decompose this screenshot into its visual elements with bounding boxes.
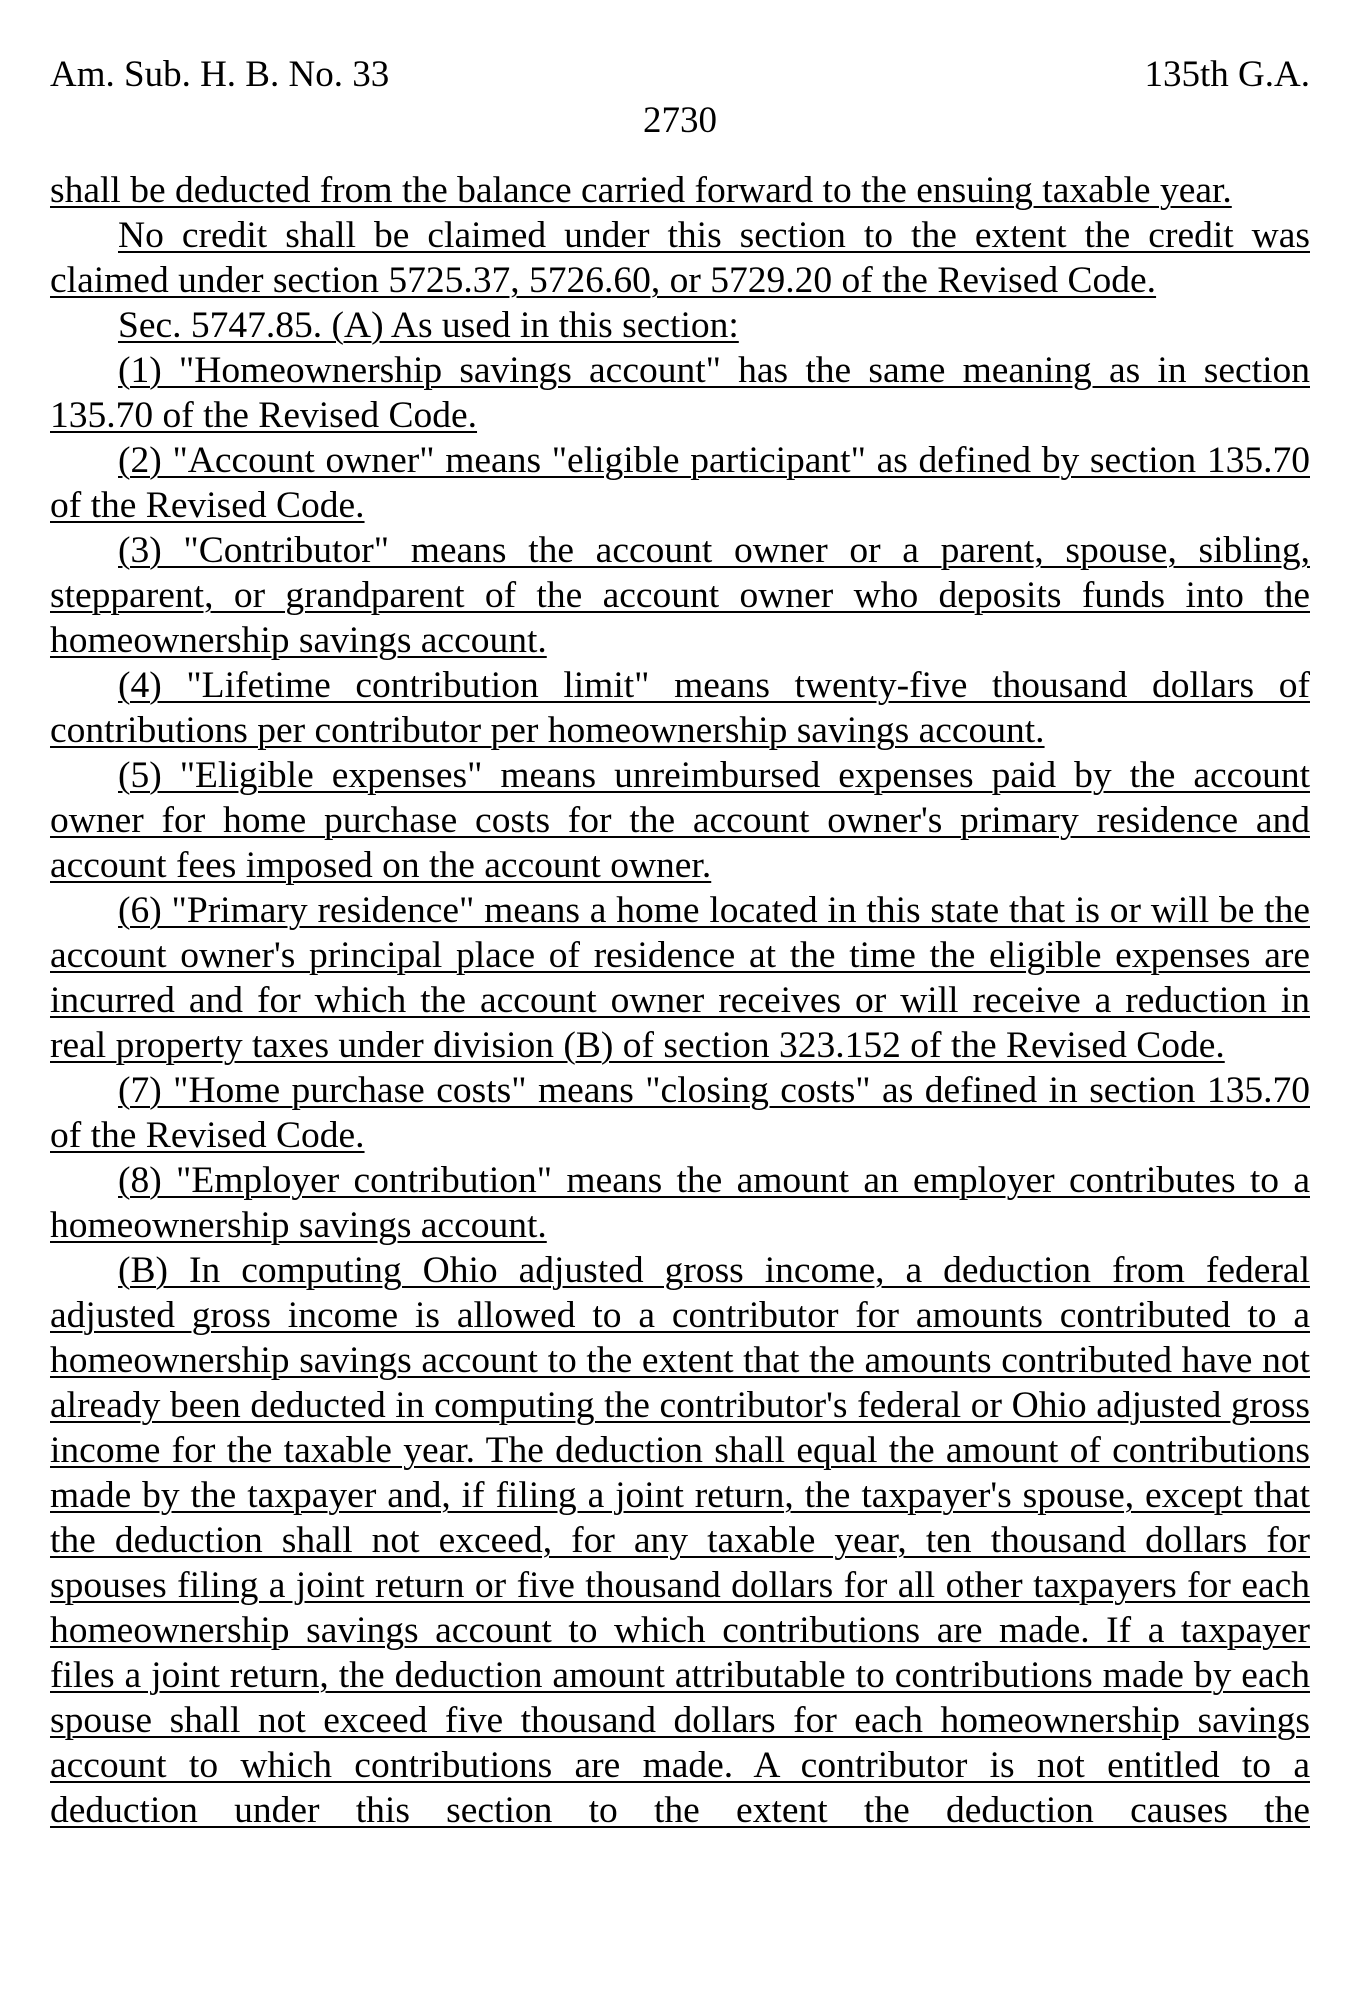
paragraph-definition-8: (8) "Employer contribution" means the amount an employer contributes to a homeownership savings account. — [50, 1160, 1310, 1246]
paragraph-definition-6: (6) "Primary residence" means a home located in this state that is or will be the account owner's principal place of residence at the time the eligible expenses are incurred and for which the account owner receives or will receive a reduction in real property taxes under division (B) of section 323.152 of the Revised Code. — [50, 890, 1310, 1066]
paragraph-definition-3: (3) "Contributor" means the account owner or a parent, spouse, sibling, stepparent, or grandparent of the account owner who deposits funds into the homeownership savings account. — [50, 530, 1310, 661]
bill-text — [50, 168, 1310, 1833]
general-assembly: 135th G.A. — [1144, 54, 1310, 95]
paragraph-definition-7: (7) "Home purchase costs" means "closing costs" as defined in section 135.70 of the Revised Code. — [50, 1070, 1310, 1156]
page-number: 2730 — [643, 100, 717, 141]
document-page — [50, 52, 1310, 1833]
bill-number: Am. Sub. H. B. No. 33 — [50, 54, 390, 95]
paragraph-division-b: (B) In computing Ohio adjusted gross income, a deduction from federal adjusted gross income is allowed to a contributor for amounts contributed to a homeownership savings account to the extent that the amounts contributed have not already been deducted in computing the contributor's federal or Ohio adjusted gross income for the taxable year. The deduction shall equal the amount of contributions made by the taxpayer and, if filing a joint return, the taxpayer's spouse, except that the deduction shall not exceed, for any taxable year, ten thousand dollars for spouses filing a joint return or five thousand dollars for all other taxpayers for each homeownership savings account to which contributions are made. If a taxpayer files a joint return, the deduction amount attributable to contributions made by each spouse shall not exceed five thousand dollars for each homeownership savings account to which contributions are made. A contributor is not entitled to a deduction under this section to the extent the deduction causes the — [50, 1250, 1310, 1831]
paragraph-definition-5: (5) "Eligible expenses" means unreimbursed expenses paid by the account owner for home purchase costs for the account owner's primary residence and account fees imposed on the account owner. — [50, 755, 1310, 886]
paragraph-continuation: shall be deducted from the balance carried forward to the ensuing taxable year. — [50, 170, 1232, 211]
paragraph-definition-1: (1) "Homeownership savings account" has the same meaning as in section 135.70 of the Revised Code. — [50, 350, 1310, 436]
paragraph-definition-4: (4) "Lifetime contribution limit" means twenty-five thousand dollars of contributions per contributor per homeownership savings account. — [50, 665, 1310, 751]
paragraph-section-heading: Sec. 5747.85. (A) As used in this section: — [118, 305, 739, 346]
paragraph-no-credit: No credit shall be claimed under this section to the extent the credit was claimed under section 5725.37, 5726.60, or 5729.20 of the Revised Code. — [50, 215, 1310, 301]
paragraph-definition-2: (2) "Account owner" means "eligible participant" as defined by section 135.70 of the Revised Code. — [50, 440, 1310, 526]
page-header — [50, 52, 1310, 98]
